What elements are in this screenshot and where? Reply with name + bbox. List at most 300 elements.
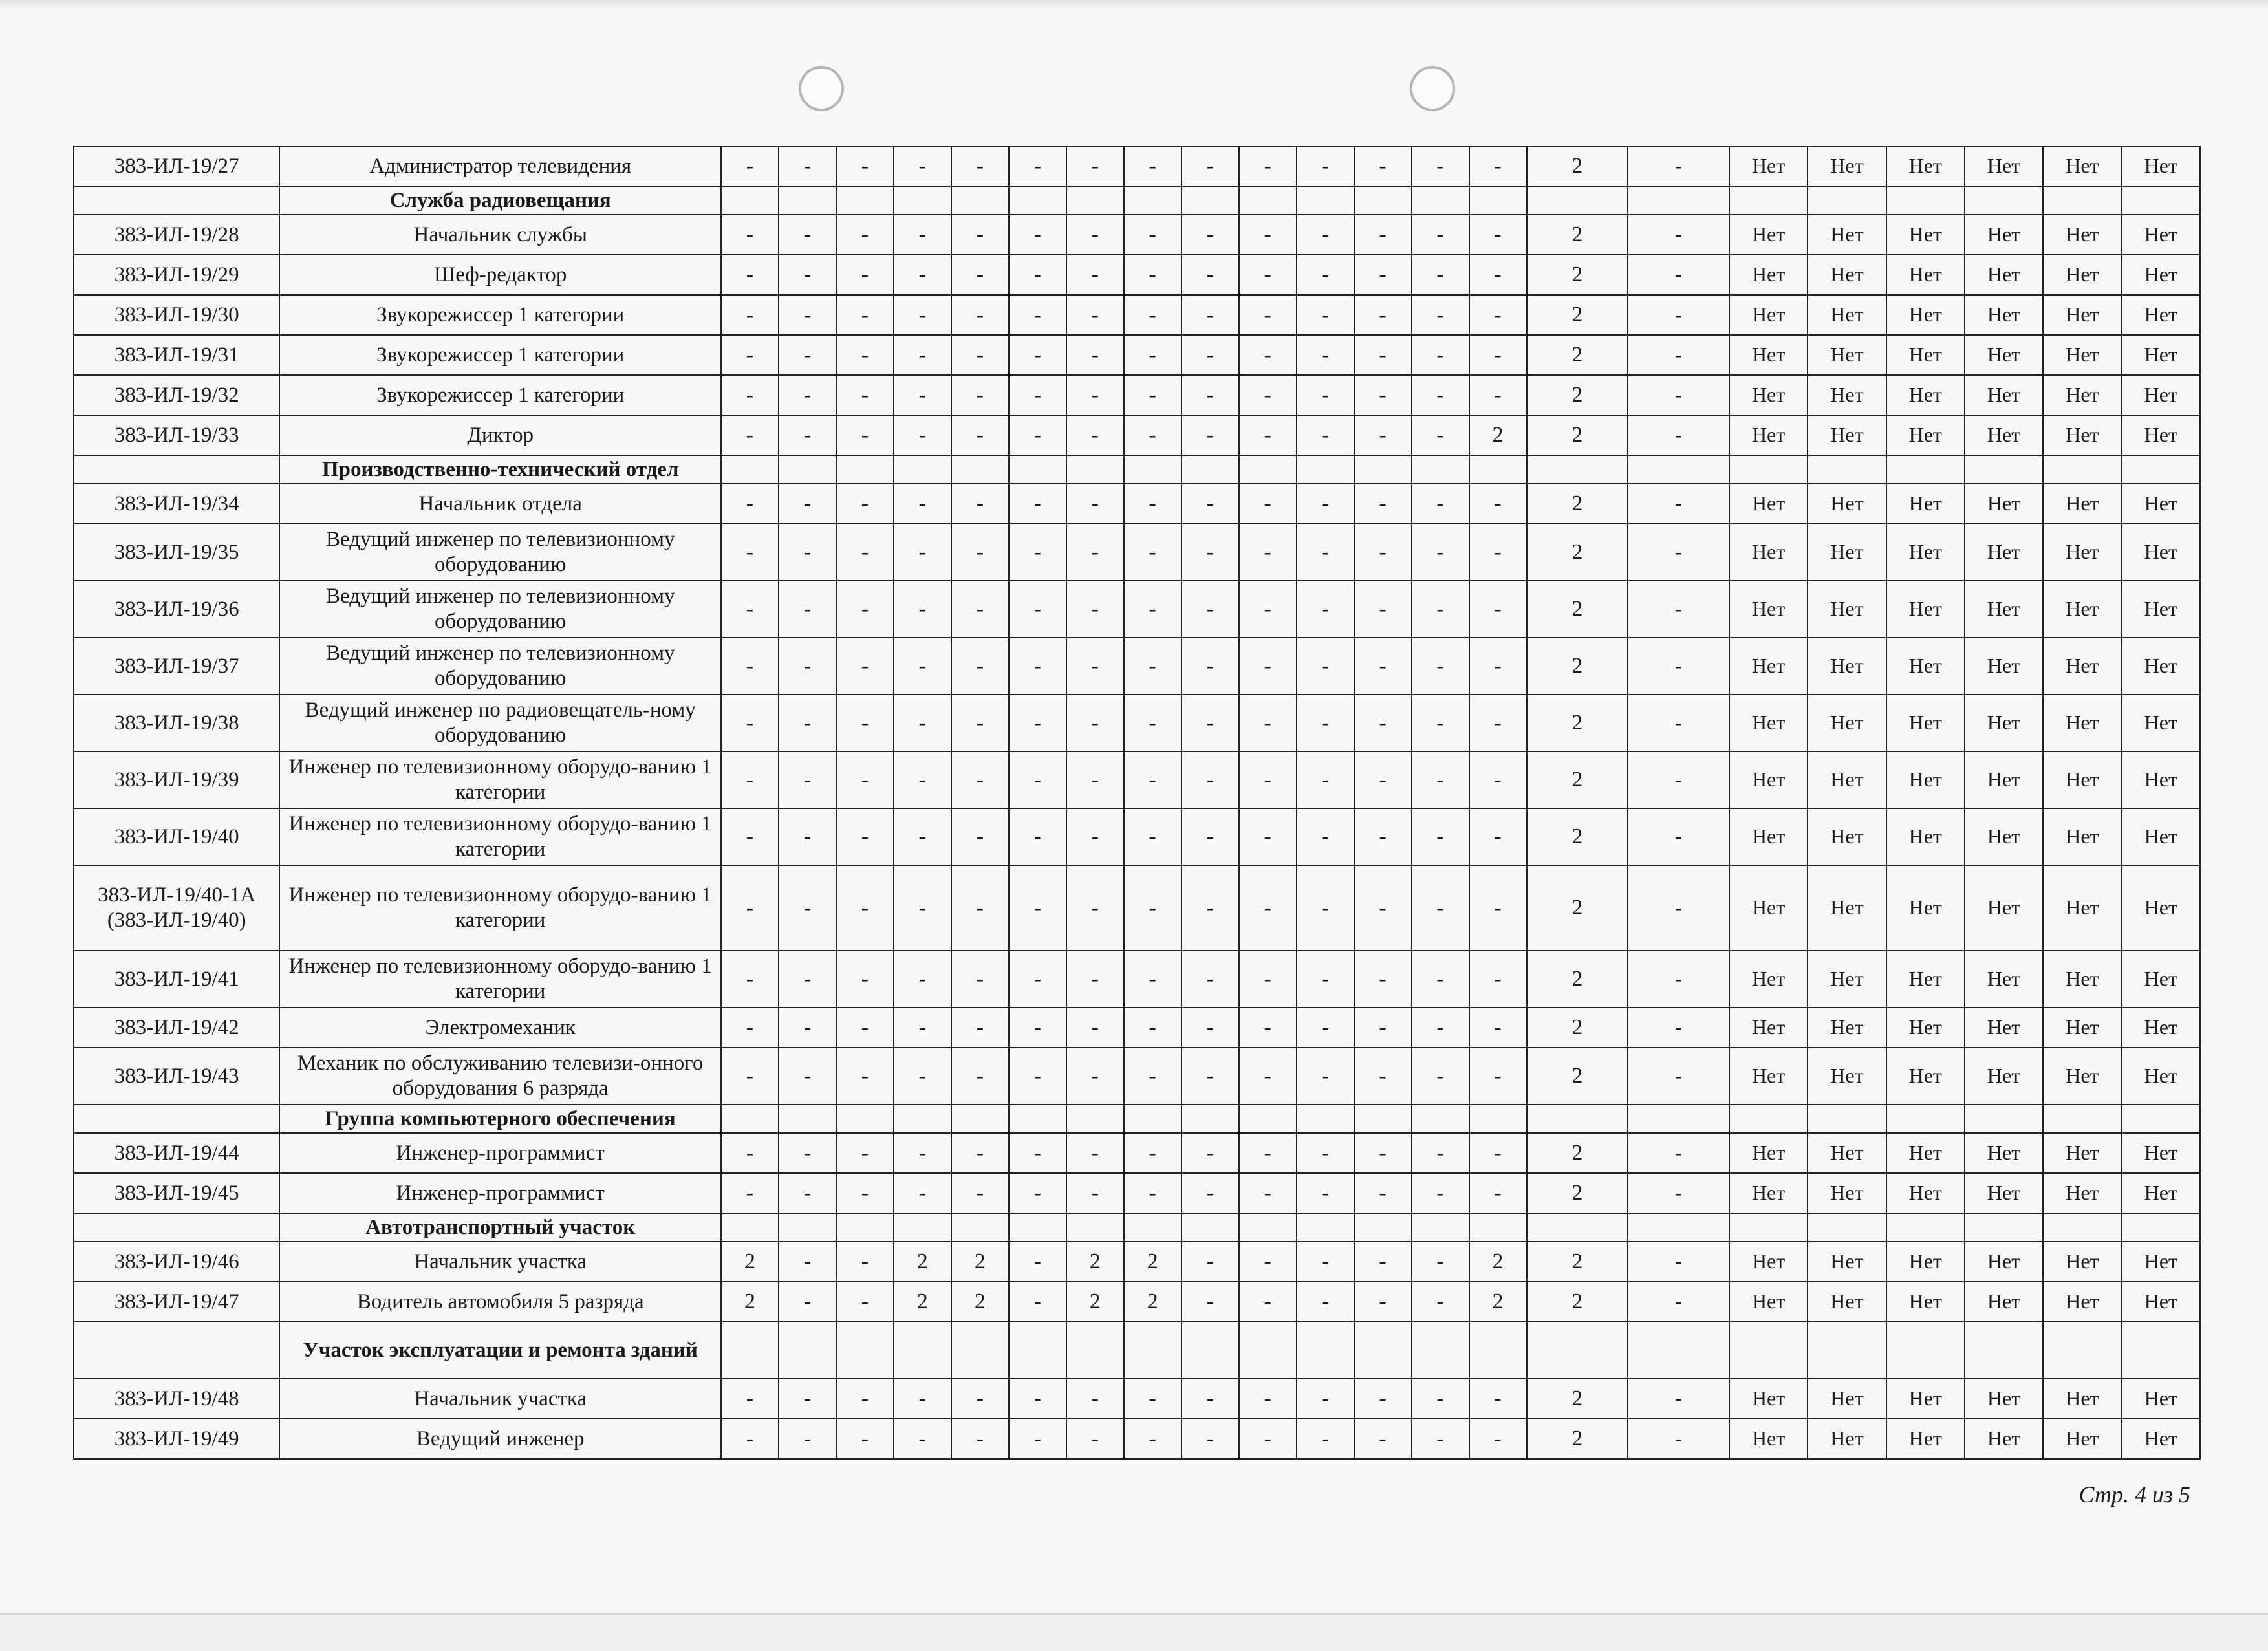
factor-class-cell: - xyxy=(951,695,1009,751)
factor-class-cell: - xyxy=(1297,484,1354,524)
result-cell: Нет xyxy=(1965,751,2043,808)
empty-cell xyxy=(2043,186,2121,215)
factor-class-cell: - xyxy=(779,695,836,751)
factor-class-cell: - xyxy=(1628,484,1729,524)
factor-class-cell: - xyxy=(836,415,894,455)
empty-cell xyxy=(836,186,894,215)
factor-class-cell: - xyxy=(1297,1173,1354,1213)
factor-class-cell: - xyxy=(1239,695,1297,751)
empty-cell xyxy=(951,455,1009,484)
empty-cell xyxy=(721,1213,779,1242)
result-cell: Нет xyxy=(1886,1242,1965,1282)
factor-class-cell: - xyxy=(779,146,836,186)
factor-class-cell: - xyxy=(1469,524,1527,581)
empty-cell xyxy=(779,1322,836,1379)
factor-class-cell: - xyxy=(836,484,894,524)
factor-class-cell: - xyxy=(721,1379,779,1419)
empty-cell xyxy=(836,455,894,484)
result-cell: Нет xyxy=(1965,951,2043,1008)
result-cell: Нет xyxy=(1886,146,1965,186)
factor-class-cell: - xyxy=(894,375,951,415)
factor-class-cell: - xyxy=(951,375,1009,415)
factor-class-cell: - xyxy=(721,215,779,255)
workplace-code: 383-ИЛ-19/30 xyxy=(74,295,279,335)
empty-cell xyxy=(1182,1213,1239,1242)
factor-class-cell: - xyxy=(721,638,779,695)
factor-class-cell: - xyxy=(779,581,836,638)
result-cell: Нет xyxy=(2043,255,2121,295)
position-title: Ведущий инженер xyxy=(279,1419,720,1459)
result-cell: Нет xyxy=(1886,415,1965,455)
factor-class-cell: - xyxy=(1412,1242,1469,1282)
empty-cell xyxy=(1066,1322,1124,1379)
factor-class-cell: - xyxy=(721,146,779,186)
factor-class-cell: - xyxy=(1066,484,1124,524)
result-cell: Нет xyxy=(1729,1282,1808,1322)
factor-class-cell: - xyxy=(1066,865,1124,951)
factor-class-cell: - xyxy=(894,335,951,375)
result-cell: Нет xyxy=(1965,295,2043,335)
result-cell: Нет xyxy=(2122,638,2200,695)
factor-class-cell: - xyxy=(779,524,836,581)
factor-class-cell: - xyxy=(1469,215,1527,255)
position-title: Ведущий инженер по телевизионному оборудованию xyxy=(279,638,720,695)
empty-cell xyxy=(721,1105,779,1133)
factor-class-cell: - xyxy=(894,255,951,295)
empty-cell xyxy=(951,186,1009,215)
factor-class-cell: - xyxy=(1469,865,1527,951)
result-cell: Нет xyxy=(1808,1242,1886,1282)
table-row xyxy=(74,415,2200,455)
workplace-code: 383-ИЛ-19/38 xyxy=(74,695,279,751)
factor-class-cell: - xyxy=(1239,215,1297,255)
factor-class-cell: - xyxy=(951,484,1009,524)
empty-cell xyxy=(1886,1322,1965,1379)
factor-class-cell: - xyxy=(836,255,894,295)
empty-cell xyxy=(1182,186,1239,215)
result-cell: Нет xyxy=(1965,375,2043,415)
factor-class-cell: 2 xyxy=(1469,1282,1527,1322)
factor-class-cell: - xyxy=(1009,335,1066,375)
factor-class-cell: - xyxy=(1469,751,1527,808)
factor-class-cell: - xyxy=(1628,415,1729,455)
empty-cell xyxy=(1628,1322,1729,1379)
factor-class-cell: - xyxy=(1009,146,1066,186)
result-cell: Нет xyxy=(1808,1133,1886,1173)
factor-class-cell: - xyxy=(1354,295,1412,335)
factor-class-cell: - xyxy=(779,1008,836,1048)
factor-class-cell: - xyxy=(1628,951,1729,1008)
result-cell: Нет xyxy=(1965,1242,2043,1282)
result-cell: Нет xyxy=(2043,335,2121,375)
factor-class-cell: - xyxy=(951,751,1009,808)
factor-class-cell: - xyxy=(1066,215,1124,255)
result-cell: Нет xyxy=(1729,695,1808,751)
factor-class-cell: - xyxy=(1297,638,1354,695)
page-number: Стр. 4 из 5 xyxy=(2079,1482,2190,1507)
table-row xyxy=(74,484,2200,524)
result-cell: Нет xyxy=(1729,951,1808,1008)
factor-class-cell: - xyxy=(894,415,951,455)
factor-class-cell: - xyxy=(1297,335,1354,375)
empty-cell xyxy=(1628,1105,1729,1133)
factor-class-cell: - xyxy=(1412,375,1469,415)
result-cell: Нет xyxy=(1965,865,2043,951)
empty-cell xyxy=(1009,1213,1066,1242)
factor-class-cell: - xyxy=(1124,375,1182,415)
factor-class-cell: - xyxy=(894,638,951,695)
factor-class-cell: - xyxy=(836,581,894,638)
result-cell: Нет xyxy=(1886,751,1965,808)
empty-cell xyxy=(836,1105,894,1133)
result-cell: Нет xyxy=(2043,808,2121,865)
factor-class-cell: - xyxy=(951,865,1009,951)
empty-cell xyxy=(1412,1105,1469,1133)
result-cell: Нет xyxy=(1965,255,2043,295)
result-cell: Нет xyxy=(1729,865,1808,951)
empty-cell xyxy=(894,1322,951,1379)
result-cell: Нет xyxy=(2043,484,2121,524)
factor-class-cell: - xyxy=(1182,255,1239,295)
table-row xyxy=(74,1008,2200,1048)
factor-class-cell: 2 xyxy=(1527,1282,1628,1322)
factor-class-cell: - xyxy=(1628,146,1729,186)
factor-class-cell: - xyxy=(1009,1133,1066,1173)
position-title: Инженер по телевизионному оборудо-ванию 1 категории xyxy=(279,865,720,951)
result-cell: Нет xyxy=(1965,335,2043,375)
factor-class-cell: - xyxy=(1009,751,1066,808)
empty-cell xyxy=(1297,1213,1354,1242)
factor-class-cell: - xyxy=(1124,808,1182,865)
factor-class-cell: - xyxy=(836,951,894,1008)
workplace-code: 383-ИЛ-19/44 xyxy=(74,1133,279,1173)
factor-class-cell: - xyxy=(836,695,894,751)
factor-class-cell: - xyxy=(1239,638,1297,695)
factor-class-cell: - xyxy=(894,581,951,638)
section-title: Служба радиовещания xyxy=(279,186,720,215)
factor-class-cell: - xyxy=(951,1133,1009,1173)
punch-hole-right xyxy=(1410,66,1455,111)
factor-class-cell: - xyxy=(1182,865,1239,951)
position-title: Звукорежиссер 1 категории xyxy=(279,335,720,375)
result-cell: Нет xyxy=(2043,375,2121,415)
empty-cell xyxy=(2043,1105,2121,1133)
result-cell: Нет xyxy=(2122,146,2200,186)
factor-class-cell: - xyxy=(1239,415,1297,455)
factor-class-cell: - xyxy=(1469,484,1527,524)
result-cell: Нет xyxy=(1729,638,1808,695)
factor-class-cell: - xyxy=(1412,808,1469,865)
factor-class-cell: - xyxy=(721,1419,779,1459)
workplace-code: 383-ИЛ-19/45 xyxy=(74,1173,279,1213)
position-title: Звукорежиссер 1 категории xyxy=(279,295,720,335)
factor-class-cell: - xyxy=(1124,146,1182,186)
paper-bottom-edge xyxy=(0,1613,2268,1651)
factor-class-cell: - xyxy=(1182,751,1239,808)
factor-class-cell: - xyxy=(1628,524,1729,581)
empty-cell xyxy=(1628,455,1729,484)
workplace-code: 383-ИЛ-19/33 xyxy=(74,415,279,455)
result-cell: Нет xyxy=(1729,1242,1808,1282)
result-cell: Нет xyxy=(1886,295,1965,335)
factor-class-cell: - xyxy=(779,1242,836,1282)
result-cell: Нет xyxy=(2122,375,2200,415)
result-cell: Нет xyxy=(1886,524,1965,581)
result-cell: Нет xyxy=(2122,581,2200,638)
factor-class-cell: - xyxy=(1628,1008,1729,1048)
factor-class-cell: - xyxy=(1182,484,1239,524)
factor-class-cell: - xyxy=(1354,1419,1412,1459)
factor-class-cell: - xyxy=(1009,484,1066,524)
factor-class-cell: - xyxy=(779,1379,836,1419)
factor-class-cell: - xyxy=(1009,415,1066,455)
empty-cell xyxy=(951,1213,1009,1242)
empty-cell xyxy=(1354,1322,1412,1379)
factor-class-cell: - xyxy=(1066,1048,1124,1105)
factor-class-cell: - xyxy=(1124,524,1182,581)
factor-class-cell: - xyxy=(1066,524,1124,581)
result-cell: Нет xyxy=(1808,1048,1886,1105)
factor-class-cell: - xyxy=(721,1133,779,1173)
result-cell: Нет xyxy=(1729,215,1808,255)
factor-class-cell: - xyxy=(1412,415,1469,455)
factor-class-cell: - xyxy=(721,695,779,751)
result-cell: Нет xyxy=(2043,1419,2121,1459)
result-cell: Нет xyxy=(2043,1173,2121,1213)
factor-class-cell: - xyxy=(721,1173,779,1213)
empty-cell xyxy=(779,455,836,484)
result-cell: Нет xyxy=(1965,415,2043,455)
factor-class-cell: - xyxy=(836,146,894,186)
factor-class-cell: - xyxy=(951,581,1009,638)
result-cell: Нет xyxy=(2122,335,2200,375)
factor-class-cell: - xyxy=(1354,581,1412,638)
empty-cell xyxy=(1628,186,1729,215)
empty-cell xyxy=(1297,1322,1354,1379)
factor-class-cell: - xyxy=(721,255,779,295)
factor-class-cell: - xyxy=(1469,638,1527,695)
position-title: Звукорежиссер 1 категории xyxy=(279,375,720,415)
result-cell: Нет xyxy=(1965,1133,2043,1173)
paper-top-edge xyxy=(0,0,2268,9)
factor-class-cell: - xyxy=(1124,1133,1182,1173)
factor-class-cell: - xyxy=(1628,638,1729,695)
factor-class-cell: - xyxy=(779,215,836,255)
result-cell: Нет xyxy=(2043,1379,2121,1419)
factor-class-cell: 2 xyxy=(951,1282,1009,1322)
empty-cell xyxy=(1469,186,1527,215)
result-cell: Нет xyxy=(1808,1008,1886,1048)
factor-class-cell: - xyxy=(1182,581,1239,638)
factor-class-cell: - xyxy=(1182,1379,1239,1419)
factor-class-cell: - xyxy=(1182,695,1239,751)
empty-cell xyxy=(1239,186,1297,215)
result-cell: Нет xyxy=(1965,1379,2043,1419)
factor-class-cell: - xyxy=(1239,146,1297,186)
empty-cell xyxy=(894,186,951,215)
empty-cell xyxy=(951,1105,1009,1133)
empty-cell xyxy=(1729,455,1808,484)
factor-class-cell: 2 xyxy=(951,1242,1009,1282)
section-header-row xyxy=(74,1322,2200,1379)
workplace-code: 383-ИЛ-19/48 xyxy=(74,1379,279,1419)
empty-cell xyxy=(1527,186,1628,215)
factor-class-cell: - xyxy=(951,415,1009,455)
factor-class-cell: - xyxy=(1182,808,1239,865)
factor-class-cell: 2 xyxy=(1527,1133,1628,1173)
factor-class-cell: - xyxy=(951,1379,1009,1419)
factor-class-cell: - xyxy=(1469,1008,1527,1048)
table-row xyxy=(74,1282,2200,1322)
factor-class-cell: - xyxy=(836,1242,894,1282)
factor-class-cell: - xyxy=(1412,295,1469,335)
factor-class-cell: - xyxy=(894,1008,951,1048)
empty-cell xyxy=(1066,1213,1124,1242)
factor-class-cell: - xyxy=(1412,1133,1469,1173)
result-cell: Нет xyxy=(2122,695,2200,751)
factor-class-cell: 2 xyxy=(1527,865,1628,951)
factor-class-cell: - xyxy=(1009,1048,1066,1105)
factor-class-cell: - xyxy=(1182,638,1239,695)
factor-class-cell: 2 xyxy=(1527,581,1628,638)
factor-class-cell: - xyxy=(951,1419,1009,1459)
factor-class-cell: - xyxy=(1297,1379,1354,1419)
empty-cell xyxy=(2122,186,2200,215)
factor-class-cell: 2 xyxy=(894,1282,951,1322)
empty-cell xyxy=(1527,1105,1628,1133)
result-cell: Нет xyxy=(1808,751,1886,808)
table-row xyxy=(74,1173,2200,1213)
table-row xyxy=(74,951,2200,1008)
factor-class-cell: - xyxy=(1066,808,1124,865)
section-title: Производственно-технический отдел xyxy=(279,455,720,484)
result-cell: Нет xyxy=(1729,1173,1808,1213)
factor-class-cell: - xyxy=(1469,695,1527,751)
result-cell: Нет xyxy=(2043,1008,2121,1048)
section-title: Группа компьютерного обеспечения xyxy=(279,1105,720,1133)
factor-class-cell: - xyxy=(1628,255,1729,295)
factor-class-cell: - xyxy=(1412,484,1469,524)
factor-class-cell: - xyxy=(1009,638,1066,695)
empty-cell xyxy=(1808,1322,1886,1379)
empty-cell xyxy=(1297,1105,1354,1133)
factor-class-cell: - xyxy=(1009,1242,1066,1282)
factor-class-cell: - xyxy=(836,1173,894,1213)
empty-cell xyxy=(1729,1105,1808,1133)
factor-class-cell: - xyxy=(1182,1173,1239,1213)
result-cell: Нет xyxy=(1886,808,1965,865)
result-cell: Нет xyxy=(1886,1419,1965,1459)
empty-cell xyxy=(721,455,779,484)
factor-class-cell: - xyxy=(1182,375,1239,415)
result-cell: Нет xyxy=(1729,1379,1808,1419)
factor-class-cell: - xyxy=(1354,1282,1412,1322)
factor-class-cell: - xyxy=(1066,1008,1124,1048)
result-cell: Нет xyxy=(2043,524,2121,581)
result-cell: Нет xyxy=(1886,375,1965,415)
result-cell: Нет xyxy=(2043,1048,2121,1105)
result-cell: Нет xyxy=(1886,484,1965,524)
factor-class-cell: - xyxy=(1412,1379,1469,1419)
empty-cell xyxy=(1066,455,1124,484)
factor-class-cell: - xyxy=(1469,146,1527,186)
factor-class-cell: - xyxy=(1182,1048,1239,1105)
factor-class-cell: - xyxy=(836,638,894,695)
factor-class-cell: - xyxy=(1124,581,1182,638)
factor-class-cell: 2 xyxy=(1527,415,1628,455)
result-cell: Нет xyxy=(1965,1282,2043,1322)
factor-class-cell: - xyxy=(1297,1282,1354,1322)
result-cell: Нет xyxy=(1886,335,1965,375)
table-row xyxy=(74,638,2200,695)
factor-class-cell: - xyxy=(1066,638,1124,695)
factor-class-cell: - xyxy=(1297,751,1354,808)
factor-class-cell: - xyxy=(1628,1173,1729,1213)
table-row xyxy=(74,1379,2200,1419)
empty-cell xyxy=(1354,1213,1412,1242)
factor-class-cell: 2 xyxy=(1527,951,1628,1008)
result-cell: Нет xyxy=(1729,484,1808,524)
factor-class-cell: - xyxy=(779,295,836,335)
result-cell: Нет xyxy=(1808,375,1886,415)
result-cell: Нет xyxy=(1886,215,1965,255)
factor-class-cell: - xyxy=(951,1048,1009,1105)
position-title: Ведущий инженер по телевизионному оборудованию xyxy=(279,524,720,581)
factor-class-cell: - xyxy=(1009,295,1066,335)
factor-class-cell: - xyxy=(1239,1242,1297,1282)
factor-class-cell: - xyxy=(1239,255,1297,295)
workplace-code: 383-ИЛ-19/47 xyxy=(74,1282,279,1322)
workplace-code: 383-ИЛ-19/35 xyxy=(74,524,279,581)
result-cell: Нет xyxy=(2122,751,2200,808)
factor-class-cell: - xyxy=(1066,415,1124,455)
factor-class-cell: - xyxy=(836,1282,894,1322)
empty-cell xyxy=(1808,455,1886,484)
empty-cell xyxy=(1412,186,1469,215)
table-body xyxy=(74,146,2200,1459)
factor-class-cell: - xyxy=(1412,524,1469,581)
empty-cell xyxy=(2043,455,2121,484)
table-row xyxy=(74,808,2200,865)
factor-class-cell: 2 xyxy=(1527,1419,1628,1459)
factor-class-cell: - xyxy=(951,524,1009,581)
empty-cell xyxy=(1527,1322,1628,1379)
factor-class-cell: - xyxy=(1354,808,1412,865)
result-cell: Нет xyxy=(2043,751,2121,808)
empty-cell xyxy=(1354,1105,1412,1133)
factor-class-cell: - xyxy=(721,1008,779,1048)
result-cell: Нет xyxy=(1808,695,1886,751)
factor-class-cell: - xyxy=(1239,581,1297,638)
table-row xyxy=(74,695,2200,751)
table-row xyxy=(74,1048,2200,1105)
factor-class-cell: - xyxy=(1009,1008,1066,1048)
empty-cell xyxy=(1729,1322,1808,1379)
factor-class-cell: - xyxy=(1628,1048,1729,1105)
empty-cell xyxy=(1469,1105,1527,1133)
factor-class-cell: 2 xyxy=(1124,1282,1182,1322)
factor-class-cell: - xyxy=(1628,1379,1729,1419)
factor-class-cell: - xyxy=(721,808,779,865)
empty-cell xyxy=(1124,1105,1182,1133)
empty-cell xyxy=(1239,1105,1297,1133)
factor-class-cell: - xyxy=(1182,1242,1239,1282)
result-cell: Нет xyxy=(2122,415,2200,455)
factor-class-cell: - xyxy=(779,1419,836,1459)
result-cell: Нет xyxy=(1886,1173,1965,1213)
factor-class-cell: 2 xyxy=(1527,524,1628,581)
factor-class-cell: - xyxy=(894,1173,951,1213)
